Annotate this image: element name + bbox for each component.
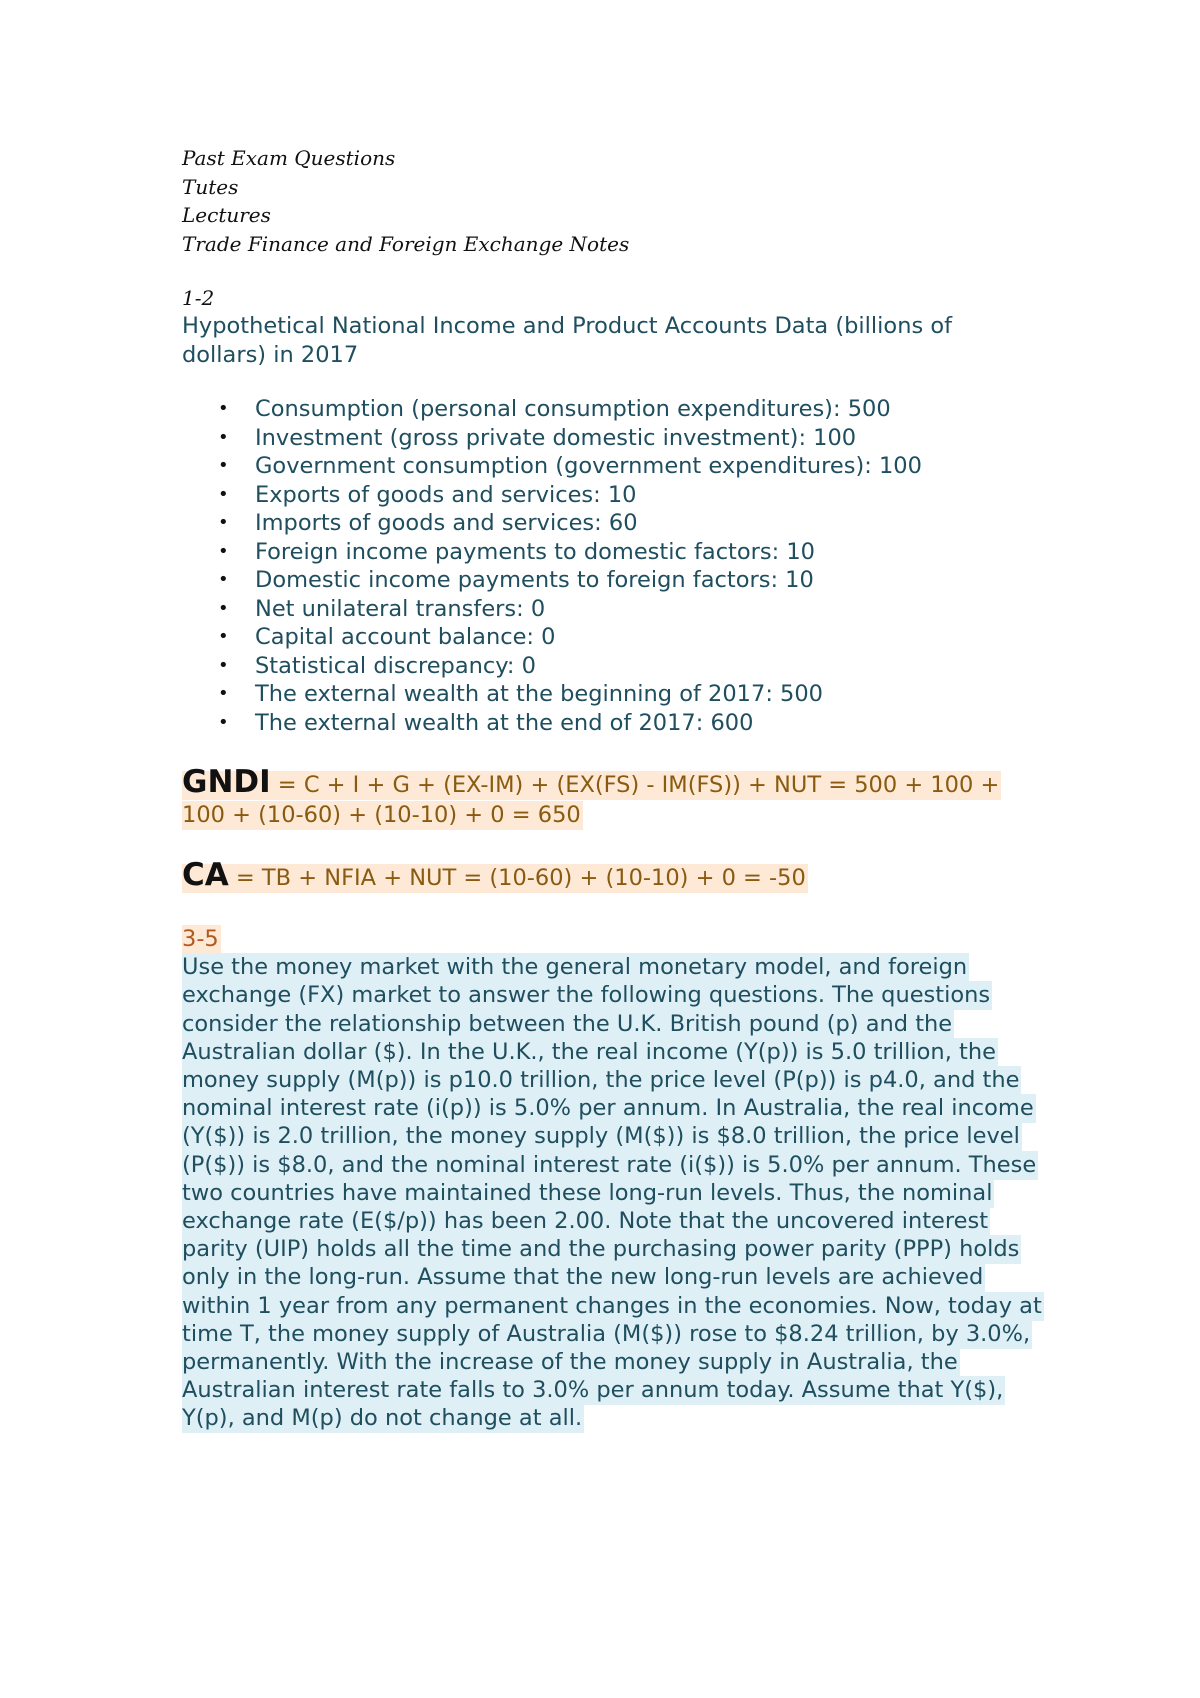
bullet-icon: • (218, 711, 229, 733)
accounts-data-list (182, 395, 1042, 737)
nav-item-lectures: Lectures (182, 203, 271, 227)
section-2-problem (182, 925, 1042, 1433)
bullet-icon: • (218, 455, 229, 476)
list-item: • Foreign income payments to domestic factors: 10 (218, 538, 815, 565)
list-item: • Net unilateral transfers: 0 (218, 595, 546, 622)
bullet-icon: • (218, 512, 229, 533)
list-item: • Consumption (personal consumption expenditures): 500 (218, 396, 891, 422)
section-2-number: 3-5 (182, 926, 219, 952)
gndi-expression: = C + I + G + (EX-IM) + (EX(FS) - IM(FS)) + NUT = 500 + 100 + 100 + (10-60) + (10-10) + 0 = 650 (182, 772, 1000, 828)
gndi-formula (182, 764, 1012, 830)
list-item: • The external wealth at the beginning of 2017: 500 (218, 681, 823, 707)
bullet-icon: • (218, 426, 229, 448)
ca-formula (182, 857, 1042, 893)
ca-label: CA (182, 857, 229, 893)
bullet-icon: • (218, 398, 229, 419)
gndi-label: GNDI (182, 764, 271, 800)
bullet-icon: • (218, 483, 229, 505)
section-2-text: Use the money market with the general monetary model, and foreign exchange (FX) market to answer the following questions. The questions consider the relationship between the U.K. British pound (p) and the Australian dollar ($). In the U.K., the real income (Y(p)) is 5.0 trillion, the money supply (M(p)) is p10.0 trillion, the price level (P(p)) is p4.0, and the nominal interest rate (i(p)) is 5.0% per annum. In Australia, the real income (Y($)) is 2.0 trillion, the money supply (M($)) is $8.0 trillion, the price level (P($)) is $8.0, and the nominal interest rate (i($)) is 5.0% per annum. These two countries have maintained these long-run levels. Thus, the nominal exchange rate (E($/p)) has been 2.00. Note that the uncovered interest parity (UIP) holds all the time and the purchasing power parity (PPP) holds only in the long-run. Assume that the new long-run levels are achieved within 1 year from any permanent changes in the economies. Now, today at time T, the money supply of Australia (M($)) rose to $8.24 trillion, by 3.0%, permanently. With the increase of the money supply in Australia, the Australian interest rate falls to 3.0% per annum today. Assume that Y($), Y(p), and M(p) do not change at all. (182, 954, 1042, 1432)
ca-expression: = TB + NFIA + NUT = (10-60) + (10-10) + 0 = -50 (228, 865, 806, 891)
document-content (182, 144, 1042, 1433)
bullet-icon: • (218, 626, 229, 647)
list-item: • Exports of goods and services: 10 (218, 481, 637, 508)
list-item: • Capital account balance: 0 (218, 624, 556, 650)
section-2-text-block (182, 953, 1042, 1432)
nav-item-tutes: Tutes (182, 174, 239, 199)
bullet-icon: • (218, 654, 229, 676)
navigation-list (182, 144, 1042, 258)
bullet-icon: • (218, 569, 229, 590)
nav-item-past-exam-questions: Past Exam Questions (182, 146, 396, 170)
list-item: • Investment (gross private domestic investment): 100 (218, 424, 857, 451)
list-item: • Imports of goods and services: 60 (218, 510, 638, 536)
list-item: • The external wealth at the end of 2017: 600 (218, 709, 754, 736)
nav-item-trade-finance-notes: Trade Finance and Foreign Exchange Notes (182, 231, 630, 256)
section-1-title: Hypothetical National Income and Product Accounts Data (billions of dollars) in 2017 (182, 313, 953, 368)
list-item: • Domestic income payments to foreign factors: 10 (218, 567, 814, 593)
section-2-number-line (182, 925, 1042, 953)
bullet-icon: • (218, 540, 229, 562)
bullet-icon: • (218, 597, 229, 619)
bullet-icon: • (218, 683, 229, 704)
list-item: • Statistical discrepancy: 0 (218, 652, 536, 679)
section-1-number: 1-2 (182, 286, 215, 310)
list-item: • Government consumption (government expenditures): 100 (218, 453, 922, 479)
